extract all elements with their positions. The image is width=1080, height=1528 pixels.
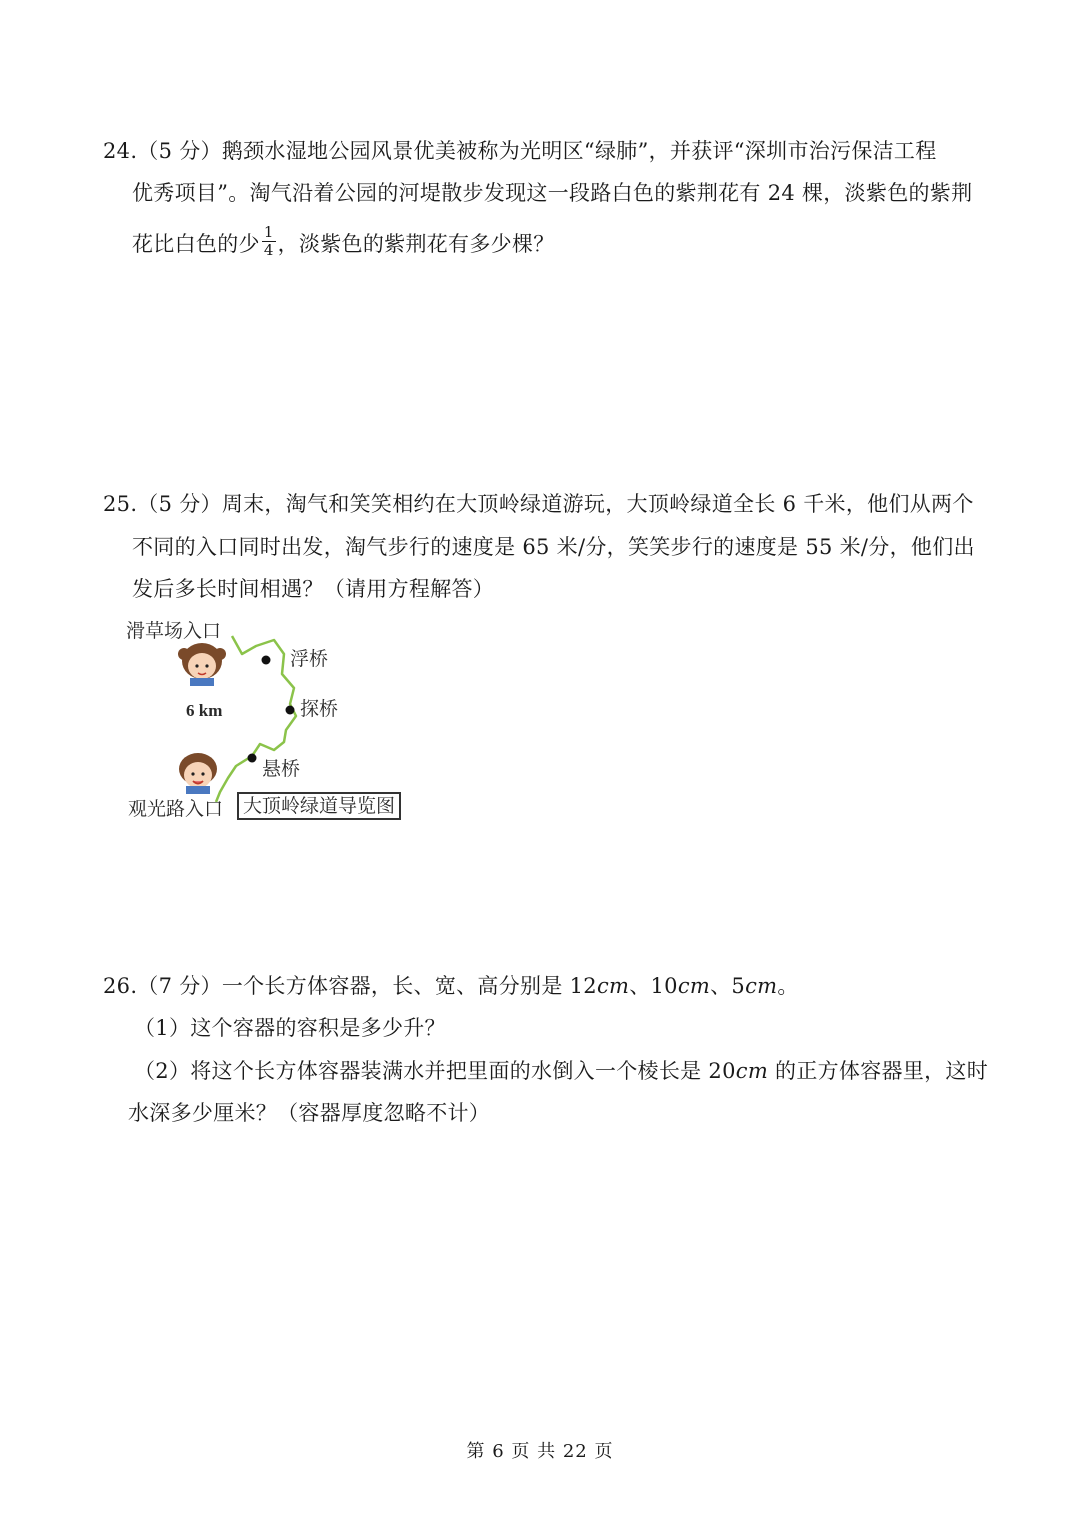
q25-line-1: 25.（5 分）周末，淘气和笑笑相约在大顶岭绿道游玩，大顶岭绿道全长 6 千米，他们从两个 [103, 492, 974, 516]
bridge2-dot [286, 706, 295, 715]
bridge1-dot [262, 656, 271, 665]
q25-line-3: 发后多长时间相遇？（请用方程解答） [132, 577, 495, 601]
q24-line-3 [132, 223, 555, 263]
q24-line-2: 优秀项目”。淘气沿着公园的河堤散步发现这一段路白色的紫荆花有 24 棵，淡紫色的紫荆 [132, 181, 973, 205]
q24-line-3-text-a: 花比白色的少 [132, 232, 260, 256]
q26-line-1 [103, 971, 799, 1001]
bridge3-dot [248, 754, 257, 763]
unit-cm: cm [677, 974, 711, 998]
map-title: 大顶岭绿道导览图 [237, 792, 401, 820]
fraction-numerator: 1 [263, 223, 274, 241]
greenway-map [124, 616, 424, 826]
map-label-bridge1: 浮桥 [290, 648, 329, 670]
map-label-bridge2: 探桥 [300, 698, 339, 720]
map-label-distance: 6 km [186, 701, 223, 720]
q24-line-3-text-b: ，淡紫色的紫荆花有多少棵？ [277, 232, 555, 256]
map-label-top-entrance: 滑草场入口 [126, 620, 222, 642]
map-label-bottom-entrance: 观光路入口 [128, 798, 224, 820]
q25-line-2: 不同的入口同时出发，淘气步行的速度是 65 米/分，笑笑步行的速度是 55 米/分，他们出 [132, 535, 975, 559]
q26-line-1-text-b: 、10 [629, 974, 678, 998]
q26-sub-2-text-a: （2）将这个长方体容器装满水并把里面的水倒入一个棱长是 20 [134, 1059, 736, 1083]
fraction-one-quarter [262, 224, 276, 259]
q26-line-1-text-c: 、5 [710, 974, 746, 998]
q26-sub-1: （1）这个容器的容积是多少升？ [134, 1016, 446, 1040]
unit-cm: cm [745, 974, 778, 998]
unit-cm: cm [596, 974, 630, 998]
q26-sub-2 [134, 1056, 988, 1086]
q26-sub-2-text-b: 的正方体容器里，这时 [768, 1059, 989, 1083]
map-label-bridge3: 悬桥 [262, 758, 301, 780]
fraction-denominator: 4 [263, 241, 274, 259]
q24-line-1: 24.（5 分）鹅颈水湿地公园风景优美被称为光明区“绿肺”，并获评“深圳市治污保洁工程 [103, 139, 937, 163]
page-footer: 第 6 页 共 22 页 [466, 1441, 614, 1462]
q26-line-1-text-d: 。 [777, 974, 799, 998]
q26-line-1-text-a: 26.（7 分）一个长方体容器，长、宽、高分别是 12 [103, 974, 597, 998]
q26-sub-2-line-2: 水深多少厘米？（容器厚度忽略不计） [128, 1101, 491, 1125]
unit-cm: cm [735, 1059, 769, 1083]
boy-avatar [179, 753, 217, 794]
girl-avatar [178, 643, 226, 686]
